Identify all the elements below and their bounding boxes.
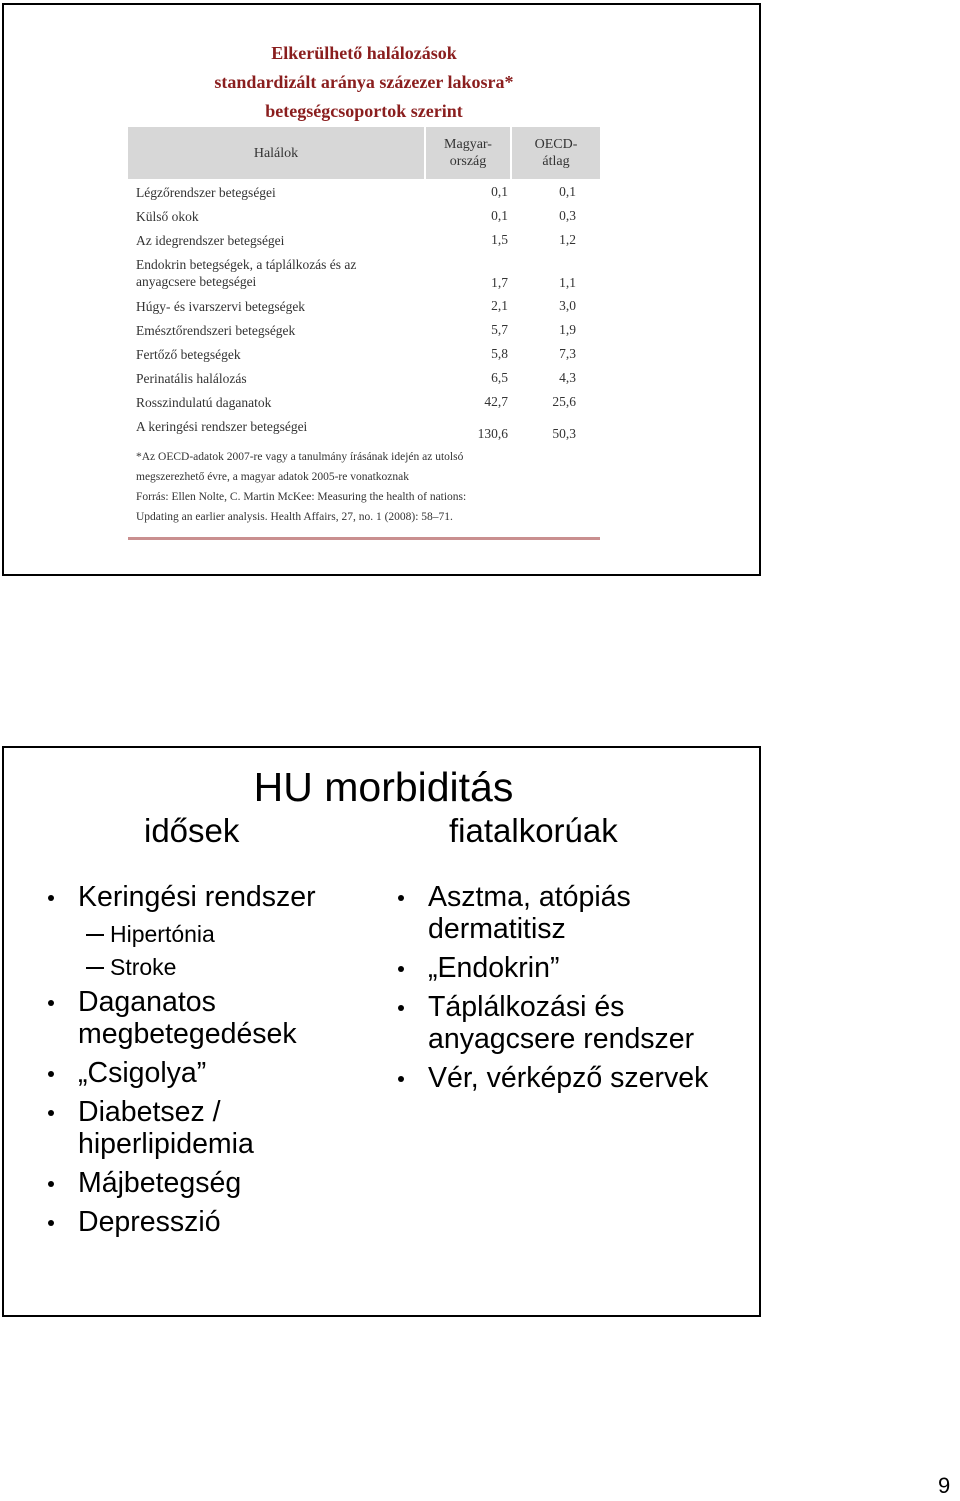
row-cause: Légzőrendszer betegségei	[136, 185, 276, 200]
row-cause: Húgy- és ivarszervi betegségek	[136, 299, 306, 314]
row-hungary-value: 1,7	[491, 275, 508, 290]
left-column-heading: idősek	[144, 812, 240, 849]
list-item-text: Keringési rendszer	[78, 881, 316, 913]
row-cause: Külső okok	[136, 209, 199, 224]
list-item	[46, 1096, 366, 1160]
youth-conditions-list	[396, 881, 756, 1101]
row-oecd-value: 0,3	[559, 208, 576, 223]
table-title-line: standardizált aránya százezer lakosra*	[214, 72, 514, 92]
bullet-icon	[48, 1220, 54, 1226]
page-number: 9	[938, 1473, 951, 1498]
row-oecd-value: 3,0	[559, 298, 576, 313]
row-hungary-value: 5,8	[491, 346, 508, 361]
row-hungary-value: 1,5	[491, 232, 508, 247]
table-footnote	[136, 447, 596, 527]
sub-list-item-text: Hipertónia	[110, 921, 215, 947]
list-item-text: „Endokrin”	[428, 952, 560, 984]
list-item	[396, 952, 756, 984]
bullet-icon	[48, 1000, 54, 1006]
list-item-text: Depresszió	[78, 1206, 221, 1238]
table-row	[128, 322, 600, 346]
list-item	[396, 991, 756, 1055]
row-hungary-value: 0,1	[491, 184, 508, 199]
bullet-icon	[48, 1071, 54, 1077]
list-item-text: Daganatos megbetegedések	[78, 986, 297, 1050]
row-hungary-value: 130,6	[477, 426, 508, 441]
row-oecd-value: 50,3	[552, 426, 576, 441]
slide-title: HU morbiditás	[253, 764, 514, 810]
dash-icon	[86, 967, 104, 969]
footnote-line: *Az OECD-adatok 2007-re vagy a tanulmány írásának idején az utolsó	[136, 451, 464, 463]
header-oecd-line: átlag	[542, 154, 570, 169]
list-item	[46, 986, 366, 1050]
row-hungary-value: 5,7	[491, 322, 508, 337]
row-cause: Rosszindulatú daganatok	[136, 395, 272, 410]
footnote-line: Updating an earlier analysis. Health Affairs, 27, no. 1 (2008): 58–71.	[136, 511, 453, 523]
list-item-text: „Csigolya”	[78, 1057, 207, 1089]
row-cause: Perinatális halálozás	[136, 371, 247, 386]
list-item-text: Májbetegség	[78, 1167, 242, 1199]
table-bottom-rule	[128, 537, 600, 540]
list-item	[396, 881, 756, 945]
header-hungary-line: ország	[449, 154, 487, 169]
list-item-text: Táplálkozási és anyagcsere rendszer	[428, 991, 695, 1055]
bullet-icon	[398, 1076, 404, 1082]
table-row	[128, 208, 600, 232]
header-cause: Halálok	[253, 145, 299, 161]
header-oecd-line: OECD-	[534, 137, 578, 152]
right-column-heading: fiatalkorúak	[449, 812, 618, 849]
header-oecd	[512, 127, 600, 179]
dash-icon	[86, 934, 104, 936]
bullet-icon	[398, 895, 404, 901]
header-hungary-line: Magyar-	[444, 137, 492, 152]
avoidable-mortality-table-image	[128, 39, 600, 541]
table-title-line: betegségcsoportok szerint	[265, 101, 463, 121]
row-hungary-value: 42,7	[484, 394, 508, 409]
row-cause: A keringési rendszer betegségei	[136, 419, 308, 434]
row-hungary-value: 0,1	[491, 208, 508, 223]
table-row	[128, 232, 600, 256]
slide-2	[2, 746, 761, 1317]
row-cause: Az idegrendszer betegségei	[136, 233, 285, 248]
slide-1	[2, 3, 761, 576]
row-cause: Emésztőrendszeri betegségek	[136, 323, 296, 338]
bullet-icon	[398, 966, 404, 972]
elderly-conditions-list	[46, 881, 366, 1245]
list-item	[396, 1062, 756, 1094]
bullet-icon	[48, 1110, 54, 1116]
sub-list-item	[46, 953, 366, 981]
table-row	[128, 256, 600, 298]
list-item-text: Asztma, atópiás dermatitisz	[428, 881, 631, 945]
sub-list-item-text: Stroke	[110, 954, 177, 980]
row-oecd-value: 1,2	[559, 232, 576, 247]
bullet-icon	[48, 1181, 54, 1187]
table-header	[128, 127, 600, 179]
list-item-text: Diabetsez / hiperlipidemia	[78, 1096, 254, 1160]
row-oecd-value: 7,3	[559, 346, 576, 361]
row-oecd-value: 25,6	[552, 394, 576, 409]
sub-list-item	[46, 920, 366, 948]
row-hungary-value: 2,1	[491, 298, 508, 313]
row-oecd-value: 1,1	[559, 275, 576, 290]
table-body	[128, 184, 600, 448]
header-hungary	[426, 127, 510, 179]
row-oecd-value: 0,1	[559, 184, 576, 199]
row-cause: Endokrin betegségek, a táplálkozás és az anyagcsere betegségei	[136, 257, 357, 289]
table-row	[128, 298, 600, 322]
table-title-line: Elkerülhető halálozások	[271, 43, 457, 63]
table-row	[128, 394, 600, 418]
table-row	[128, 418, 600, 448]
row-cause: Fertőző betegségek	[136, 347, 241, 362]
bullet-icon	[48, 895, 54, 901]
row-oecd-value: 1,9	[559, 322, 576, 337]
footnote-line: megszerezhető évre, a magyar adatok 2005-re vonatkoznak	[136, 471, 409, 483]
list-item	[46, 1167, 366, 1199]
footnote-line: Forrás: Ellen Nolte, C. Martin McKee: Measuring the health of nations:	[136, 491, 467, 503]
list-item	[46, 1057, 366, 1089]
table-row	[128, 346, 600, 370]
table-row	[128, 370, 600, 394]
list-item-text: Vér, vérképző szervek	[428, 1062, 709, 1094]
row-hungary-value: 6,5	[491, 370, 508, 385]
bullet-icon	[398, 1005, 404, 1011]
list-item	[46, 881, 366, 913]
list-item	[46, 1206, 366, 1238]
table-title	[128, 39, 600, 126]
table-row	[128, 184, 600, 208]
row-oecd-value: 4,3	[559, 370, 576, 385]
